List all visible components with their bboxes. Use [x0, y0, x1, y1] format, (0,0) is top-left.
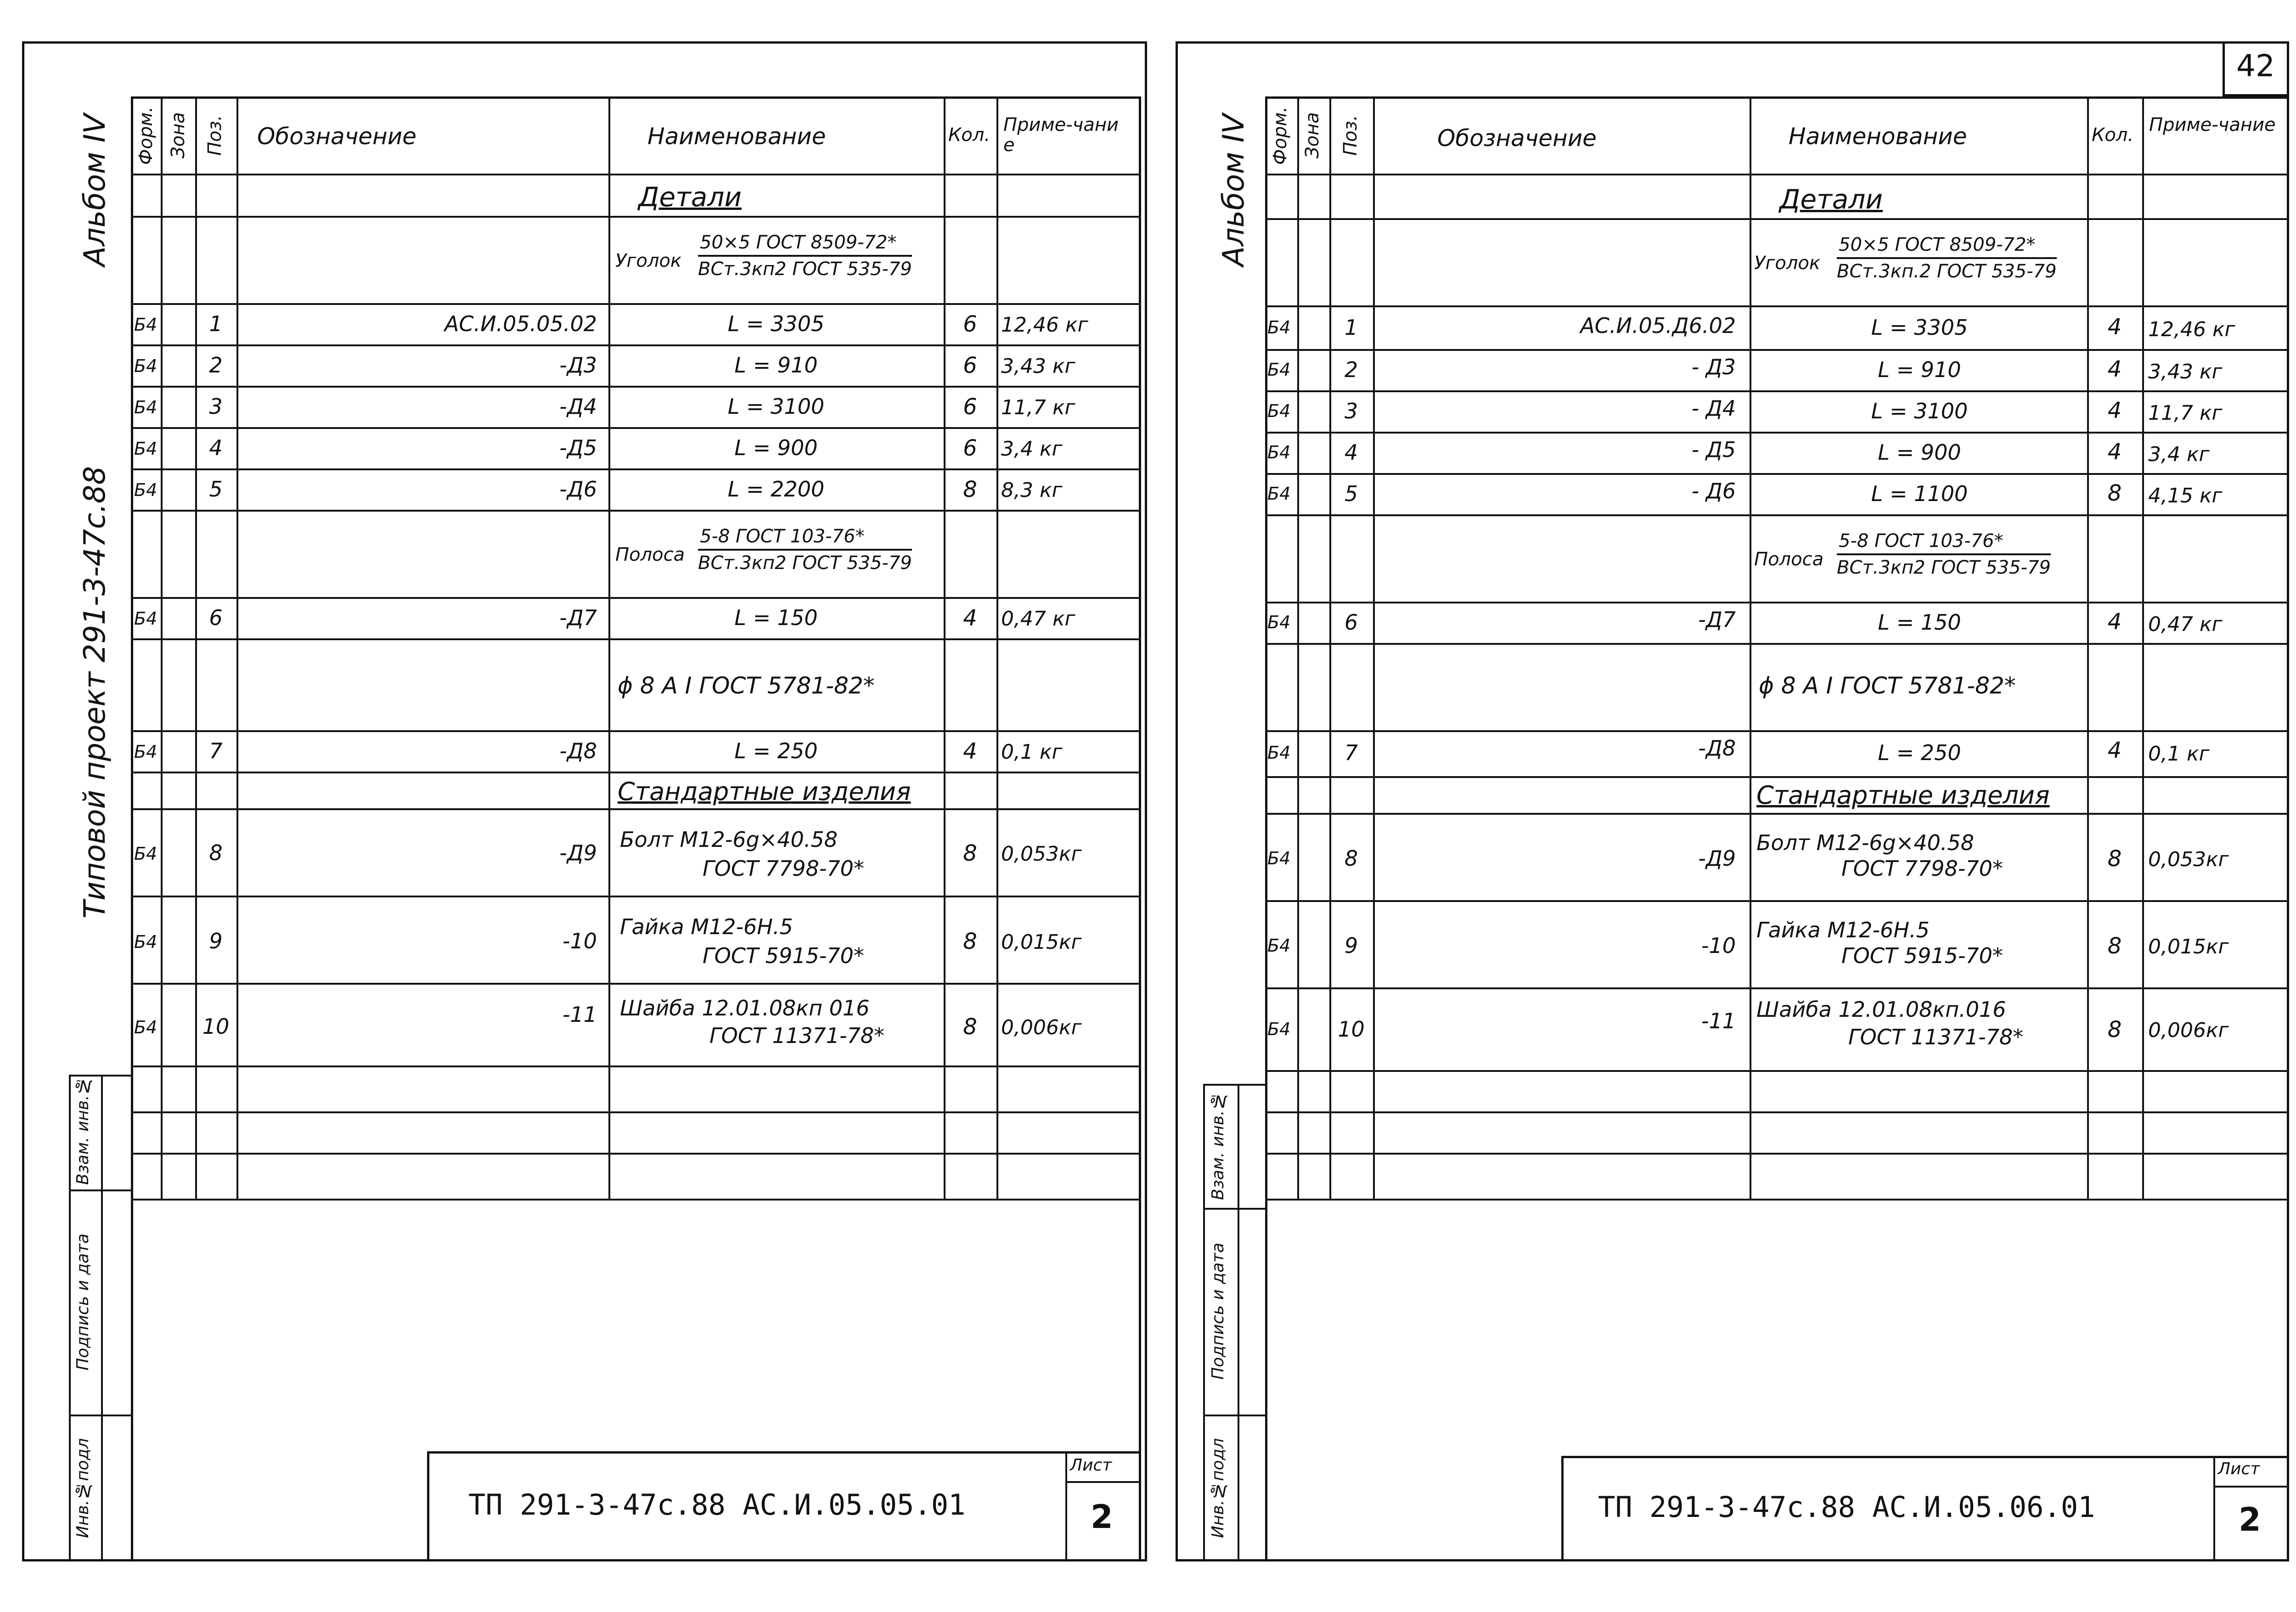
- row-quantity: 8: [2107, 846, 2122, 872]
- row-note: 0,1 кг: [1001, 740, 1063, 764]
- spec-sheet-right: [1157, 0, 2296, 1612]
- row-name: L = 900: [1878, 440, 1961, 465]
- row-format: Б4: [1267, 442, 1291, 462]
- row-note: 0,47 кг: [1001, 607, 1075, 631]
- row-designation: -10: [562, 929, 597, 953]
- row-name: Гайка М12-6Н.5: [620, 914, 793, 939]
- row-note: 12,46 кг: [2148, 318, 2235, 341]
- row-name: L = 1100: [1871, 481, 1968, 506]
- material-standard: 5-8 ГОСТ 103-76*: [698, 526, 912, 551]
- rod-material: ϕ 8 А I ГОСТ 5781-82*: [1759, 672, 2016, 699]
- row-designation: - Д5: [1691, 437, 1736, 462]
- material-standard: 50×5 ГОСТ 8509-72*: [1837, 234, 2057, 259]
- row-note: 0,053кг: [2148, 848, 2229, 871]
- row-designation: -Д9: [559, 840, 597, 865]
- row-name: L = 2200: [727, 477, 825, 502]
- section-details: Детали: [1779, 184, 1883, 215]
- material-prefix: Уголок: [615, 250, 682, 271]
- row-note: 3,4 кг: [1001, 437, 1063, 461]
- sheet-label: Лист: [2218, 1460, 2260, 1478]
- row-designation: -Д8: [559, 738, 597, 763]
- row-designation: -Д9: [1698, 846, 1736, 871]
- row-position: 3: [209, 394, 223, 419]
- row-format: Б4: [1267, 484, 1291, 504]
- rod-material: ϕ 8 А I ГОСТ 5781-82*: [618, 672, 875, 699]
- row-quantity: 4: [2107, 738, 2122, 763]
- material-prefix: Полоса: [615, 544, 685, 565]
- row-position: 6: [209, 605, 223, 630]
- row-name: Болт М12-6g×40.58: [1756, 830, 1975, 855]
- row-quantity: 4: [2107, 439, 2122, 465]
- row-quantity: 8: [963, 477, 977, 502]
- row-name: L = 910: [734, 353, 818, 378]
- row-name: Шайба 12.01.08кп.016: [1756, 997, 2006, 1022]
- row-name: L = 910: [1878, 357, 1961, 382]
- row-format: Б4: [134, 439, 158, 459]
- material-steel: ВСт.3кп2 ГОСТ 535-79: [698, 552, 912, 574]
- row-name: Болт М12-6g×40.58: [620, 827, 838, 852]
- stamp-signature: Подпись и дата: [73, 1233, 92, 1371]
- row-format: Б4: [134, 742, 158, 762]
- row-quantity: 8: [2107, 1017, 2122, 1043]
- row-position: 5: [1344, 481, 1358, 506]
- row-position: 10: [202, 1014, 230, 1039]
- material-standard: 5-8 ГОСТ 103-76*: [1837, 530, 2051, 555]
- row-quantity: 4: [2107, 314, 2122, 340]
- row-format: Б4: [134, 609, 158, 629]
- row-position: 3: [1344, 399, 1358, 423]
- row-position: 1: [209, 311, 223, 336]
- row-position: 5: [209, 477, 223, 502]
- row-name-standard: ГОСТ 5915-70*: [1841, 943, 2003, 968]
- row-designation: -Д5: [559, 435, 597, 460]
- row-position: 6: [1344, 610, 1358, 635]
- sheet-number: 2: [1091, 1498, 1113, 1536]
- row-format: Б4: [134, 356, 158, 376]
- row-designation: - Д4: [1691, 396, 1736, 421]
- header-quantity: Кол.: [948, 124, 990, 146]
- header-note: Приме-чание: [2149, 114, 2276, 135]
- row-format: Б4: [134, 315, 158, 335]
- row-name: L = 150: [1878, 610, 1961, 635]
- row-position: 9: [209, 929, 223, 953]
- header-position: Поз.: [204, 115, 225, 156]
- stamp-replace: Взам. инв.№: [73, 1076, 92, 1185]
- header-format: Форм.: [1270, 106, 1291, 165]
- row-designation: АС.И.05.Д6.02: [1580, 313, 1736, 338]
- page-number: 42: [2236, 48, 2275, 84]
- row-name: L = 900: [734, 435, 818, 460]
- row-note: 11,7 кг: [1001, 396, 1075, 419]
- row-format: Б4: [1267, 317, 1291, 338]
- row-name-standard: ГОСТ 7798-70*: [703, 856, 864, 881]
- row-designation: -11: [562, 1002, 597, 1027]
- row-note: 0,47 кг: [2148, 613, 2223, 636]
- section-standard: Стандартные изделия: [1756, 781, 2050, 810]
- row-position: 7: [209, 738, 223, 763]
- row-name: L = 3305: [1871, 315, 1968, 340]
- row-designation: -11: [1701, 1009, 1736, 1033]
- title-block-code: ТП 291-3-47с.88 АС.И.05.06.01: [1598, 1490, 2095, 1524]
- row-quantity: 8: [963, 1014, 977, 1040]
- row-quantity: 6: [963, 353, 977, 378]
- row-quantity: 4: [2107, 398, 2122, 423]
- section-details: Детали: [638, 181, 742, 213]
- stamp-inv: Инв.№подл: [1209, 1438, 1227, 1538]
- header-zone: Зона: [168, 112, 189, 159]
- row-designation: АС.И.05.05.02: [444, 311, 597, 336]
- row-position: 8: [209, 840, 223, 865]
- row-position: 9: [1344, 933, 1358, 958]
- header-quantity: Кол.: [2092, 124, 2134, 146]
- row-format: Б4: [134, 397, 158, 417]
- header-name: Наименование: [647, 123, 826, 150]
- row-format: Б4: [1267, 936, 1291, 956]
- album-label: Альбом IV: [78, 113, 112, 266]
- row-quantity: 8: [2107, 933, 2122, 959]
- row-name: L = 150: [734, 605, 818, 630]
- row-format: Б4: [134, 844, 158, 864]
- row-format: Б4: [1267, 743, 1291, 763]
- stamp-inv: Инв.№подл: [73, 1438, 92, 1538]
- row-format: Б4: [1267, 848, 1291, 868]
- row-position: 1: [1344, 315, 1358, 340]
- row-quantity: 4: [2107, 356, 2122, 382]
- row-format: Б4: [134, 1017, 158, 1037]
- row-format: Б4: [134, 480, 158, 500]
- row-designation: -Д3: [559, 353, 597, 378]
- row-designation: -10: [1701, 933, 1736, 958]
- material-steel: ВСт.3кп.2 ГОСТ 535-79: [1837, 261, 2057, 282]
- row-quantity: 6: [963, 311, 977, 337]
- row-position: 2: [1344, 357, 1358, 382]
- row-format: Б4: [134, 932, 158, 952]
- row-note: 3,43 кг: [2148, 360, 2223, 383]
- row-designation: -Д7: [1698, 607, 1736, 632]
- row-name-standard: ГОСТ 11371-78*: [709, 1023, 885, 1048]
- row-name: Шайба 12.01.08кп 016: [620, 996, 870, 1020]
- stamp-signature: Подпись и дата: [1209, 1242, 1227, 1380]
- row-quantity: 6: [963, 435, 977, 461]
- row-name: L = 250: [734, 738, 818, 763]
- material-prefix: Уголок: [1754, 253, 1821, 274]
- row-designation: -Д7: [559, 605, 597, 630]
- row-format: Б4: [1267, 360, 1291, 380]
- row-quantity: 8: [963, 840, 977, 866]
- row-quantity: 8: [2107, 480, 2122, 506]
- row-designation: - Д3: [1691, 355, 1736, 379]
- row-note: 0,015кг: [1001, 930, 1082, 954]
- material-steel: ВСт.3кп2 ГОСТ 535-79: [1837, 557, 2051, 578]
- row-position: 7: [1344, 740, 1358, 765]
- row-note: 11,7 кг: [2148, 401, 2223, 425]
- project-label: Типовой проект 291-3-47с.88: [78, 466, 112, 919]
- row-note: 0,006кг: [2148, 1019, 2229, 1042]
- row-quantity: 4: [2107, 609, 2122, 635]
- row-format: Б4: [1267, 1019, 1291, 1039]
- row-note: 0,053кг: [1001, 842, 1082, 866]
- header-note: Приме-чание: [1003, 114, 1119, 156]
- sheet-label: Лист: [1070, 1456, 1112, 1475]
- album-label: Альбом IV: [1217, 113, 1251, 266]
- row-format: Б4: [1267, 401, 1291, 421]
- row-name: L = 3305: [727, 311, 825, 336]
- row-note: 3,43 кг: [1001, 355, 1075, 378]
- header-designation: Обозначение: [1437, 125, 1597, 152]
- row-quantity: 8: [963, 929, 977, 954]
- title-block-code: ТП 291-3-47с.88 АС.И.05.05.01: [468, 1488, 966, 1522]
- row-name: L = 250: [1878, 740, 1961, 765]
- stamp-replace: Взам. инв.№: [1209, 1091, 1227, 1201]
- row-note: 0,015кг: [2148, 935, 2229, 958]
- header-position: Поз.: [1340, 115, 1361, 156]
- row-name-standard: ГОСТ 5915-70*: [703, 943, 864, 968]
- row-designation: -Д4: [559, 394, 597, 419]
- material-steel: ВСт.3кп2 ГОСТ 535-79: [698, 259, 912, 280]
- row-quantity: 6: [963, 394, 977, 420]
- row-quantity: 4: [963, 738, 977, 764]
- row-name: Гайка М12-6Н.5: [1756, 918, 1930, 942]
- row-position: 4: [1344, 440, 1358, 465]
- row-name-standard: ГОСТ 11371-78*: [1848, 1025, 2024, 1049]
- row-position: 8: [1344, 846, 1358, 871]
- material-prefix: Полоса: [1754, 549, 1824, 570]
- section-standard: Стандартные изделия: [618, 777, 911, 806]
- sheet-number: 2: [2239, 1501, 2261, 1539]
- row-position: 4: [209, 435, 223, 460]
- row-note: 0,006кг: [1001, 1016, 1082, 1039]
- material-standard: 50×5 ГОСТ 8509-72*: [698, 232, 912, 257]
- row-designation: -Д6: [559, 477, 597, 502]
- header-format: Форм.: [135, 106, 157, 165]
- row-quantity: 4: [963, 605, 977, 631]
- row-note: 8,3 кг: [1001, 479, 1063, 502]
- row-name: L = 3100: [727, 394, 825, 419]
- row-note: 12,46 кг: [1001, 313, 1088, 337]
- row-position: 2: [209, 353, 223, 378]
- row-designation: - Д6: [1691, 479, 1736, 503]
- row-note: 3,4 кг: [2148, 443, 2210, 466]
- row-name: L = 3100: [1871, 399, 1968, 423]
- row-position: 10: [1338, 1017, 1365, 1042]
- header-designation: Обозначение: [257, 123, 416, 150]
- row-name-standard: ГОСТ 7798-70*: [1841, 856, 2003, 881]
- row-format: Б4: [1267, 612, 1291, 632]
- row-designation: -Д8: [1698, 736, 1736, 761]
- header-zone: Зона: [1302, 112, 1323, 159]
- row-note: 0,1 кг: [2148, 742, 2210, 766]
- header-name: Наименование: [1789, 123, 1967, 150]
- row-note: 4,15 кг: [2148, 484, 2223, 507]
